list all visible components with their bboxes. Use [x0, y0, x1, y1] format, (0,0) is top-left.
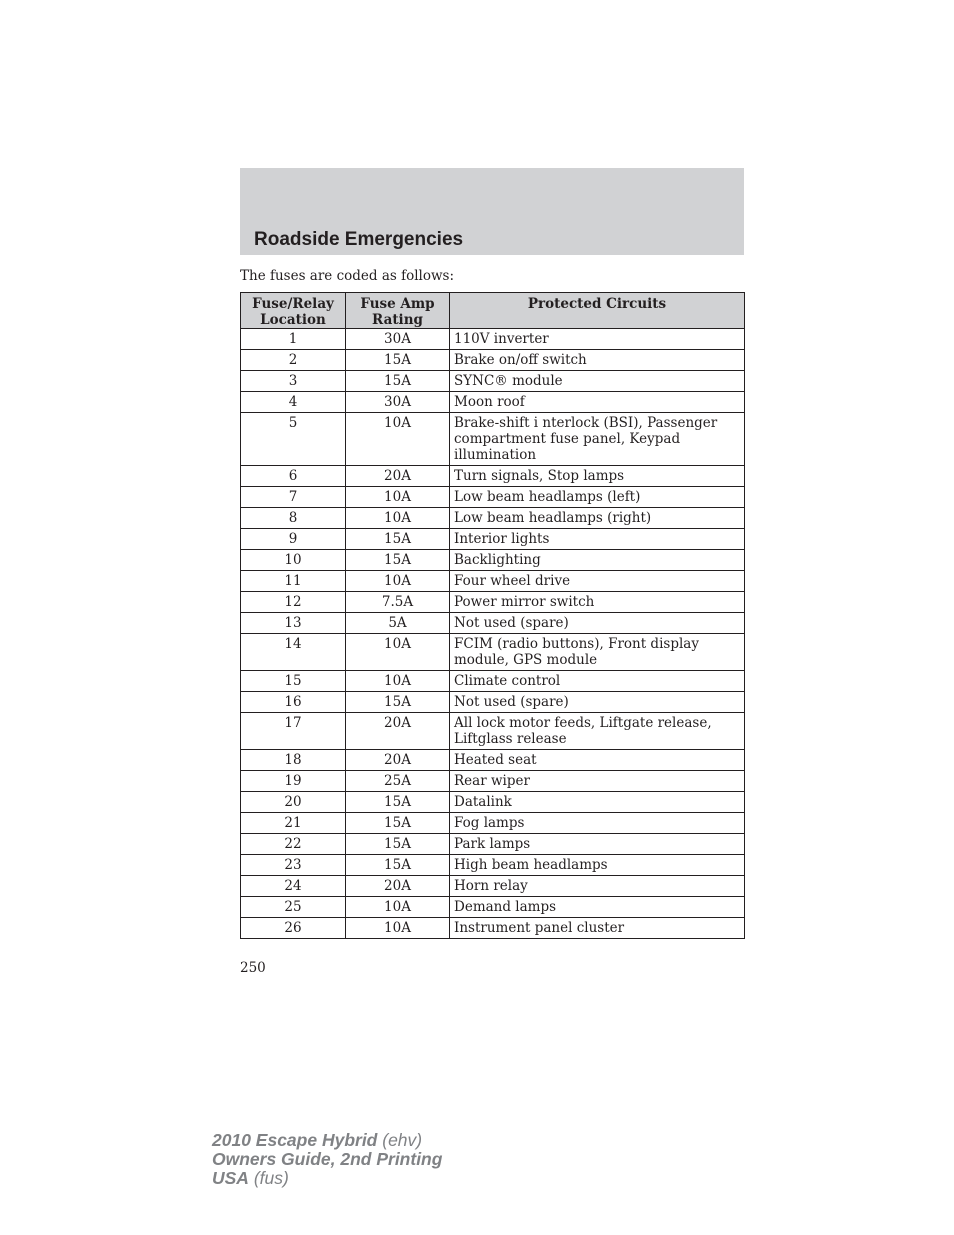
table-row [241, 918, 745, 939]
fuse-rating-cell: 25A [346, 771, 450, 792]
fuse-location-cell: 4 [241, 392, 346, 413]
fuse-location-cell: 2 [241, 350, 346, 371]
protected-circuit-cell: Backlighting [450, 550, 745, 571]
fuse-rating-cell: 10A [346, 897, 450, 918]
fuse-rating-cell: 20A [346, 750, 450, 771]
protected-circuit-cell: FCIM (radio buttons), Front display module, GPS module [450, 634, 745, 671]
protected-circuit-cell: Datalink [450, 792, 745, 813]
fuse-location-cell: 15 [241, 671, 346, 692]
section-title: Roadside Emergencies [254, 229, 464, 250]
fuse-table-body [241, 329, 745, 939]
protected-circuit-cell: SYNC® module [450, 371, 745, 392]
fuse-rating-cell: 7.5A [346, 592, 450, 613]
fuse-location-cell: 10 [241, 550, 346, 571]
fuse-rating-cell: 10A [346, 487, 450, 508]
footer-line-3: USA (fus) [212, 1168, 289, 1188]
table-row [241, 466, 745, 487]
protected-circuit-cell: Interior lights [450, 529, 745, 550]
fuse-rating-cell: 10A [346, 571, 450, 592]
protected-circuit-cell: Park lamps [450, 834, 745, 855]
fuse-rating-cell: 5A [346, 613, 450, 634]
fuse-rating-cell: 15A [346, 813, 450, 834]
fuse-rating-cell: 15A [346, 792, 450, 813]
fuse-location-cell: 13 [241, 613, 346, 634]
protected-circuit-cell: Fog lamps [450, 813, 745, 834]
protected-circuit-cell: Turn signals, Stop lamps [450, 466, 745, 487]
footer-line-2: Owners Guide, 2nd Printing [212, 1149, 443, 1169]
table-row [241, 350, 745, 371]
fuse-location-cell: 24 [241, 876, 346, 897]
fuse-rating-cell: 20A [346, 466, 450, 487]
protected-circuit-cell: Instrument panel cluster [450, 918, 745, 939]
table-row [241, 371, 745, 392]
table-row [241, 834, 745, 855]
footer-line-1: 2010 Escape Hybrid (ehv) [212, 1130, 423, 1150]
protected-circuit-cell: High beam headlamps [450, 855, 745, 876]
section-header-band [240, 168, 744, 255]
document-footer [212, 1131, 442, 1188]
table-row [241, 550, 745, 571]
fuse-location-cell: 21 [241, 813, 346, 834]
header-rating: Fuse Amp Rating [346, 293, 450, 329]
fuse-location-cell: 1 [241, 329, 346, 350]
table-row [241, 529, 745, 550]
fuse-rating-cell: 15A [346, 529, 450, 550]
protected-circuit-cell: Low beam headlamps (left) [450, 487, 745, 508]
fuse-location-cell: 3 [241, 371, 346, 392]
table-row [241, 571, 745, 592]
protected-circuit-cell: Heated seat [450, 750, 745, 771]
fuse-location-cell: 5 [241, 413, 346, 466]
fuse-rating-cell: 15A [346, 855, 450, 876]
table-row [241, 329, 745, 350]
table-row [241, 508, 745, 529]
fuse-location-cell: 20 [241, 792, 346, 813]
table-row [241, 897, 745, 918]
protected-circuit-cell: Brake on/off switch [450, 350, 745, 371]
fuse-rating-cell: 15A [346, 371, 450, 392]
fuse-location-cell: 26 [241, 918, 346, 939]
fuse-location-cell: 25 [241, 897, 346, 918]
intro-text: The fuses are coded as follows: [240, 268, 455, 284]
fuse-location-cell: 6 [241, 466, 346, 487]
table-row [241, 750, 745, 771]
fuse-rating-cell: 10A [346, 634, 450, 671]
fuse-rating-cell: 10A [346, 413, 450, 466]
table-row [241, 634, 745, 671]
fuse-rating-cell: 20A [346, 713, 450, 750]
table-row [241, 671, 745, 692]
fuse-table [240, 292, 745, 939]
protected-circuit-cell: Four wheel drive [450, 571, 745, 592]
protected-circuit-cell: 110V inverter [450, 329, 745, 350]
fuse-rating-cell: 15A [346, 550, 450, 571]
table-row [241, 771, 745, 792]
header-circuits: Protected Circuits [450, 293, 745, 329]
protected-circuit-cell: Horn relay [450, 876, 745, 897]
table-row [241, 613, 745, 634]
table-row [241, 392, 745, 413]
header-location: Fuse/Relay Location [241, 293, 346, 329]
table-row [241, 855, 745, 876]
protected-circuit-cell: Power mirror switch [450, 592, 745, 613]
protected-circuit-cell: Not used (spare) [450, 613, 745, 634]
protected-circuit-cell: Brake-shift i nterlock (BSI), Passenger compartment fuse panel, Keypad illumination [450, 413, 745, 466]
page-number: 250 [240, 960, 266, 976]
fuse-location-cell: 7 [241, 487, 346, 508]
table-row [241, 813, 745, 834]
fuse-location-cell: 22 [241, 834, 346, 855]
table-row [241, 487, 745, 508]
fuse-rating-cell: 10A [346, 918, 450, 939]
fuse-rating-cell: 15A [346, 350, 450, 371]
table-row [241, 792, 745, 813]
table-row [241, 413, 745, 466]
fuse-location-cell: 18 [241, 750, 346, 771]
protected-circuit-cell: Demand lamps [450, 897, 745, 918]
protected-circuit-cell: Low beam headlamps (right) [450, 508, 745, 529]
protected-circuit-cell: All lock motor feeds, Liftgate release, Liftglass release [450, 713, 745, 750]
fuse-location-cell: 19 [241, 771, 346, 792]
fuse-location-cell: 8 [241, 508, 346, 529]
fuse-location-cell: 16 [241, 692, 346, 713]
fuse-location-cell: 17 [241, 713, 346, 750]
table-row [241, 876, 745, 897]
fuse-location-cell: 9 [241, 529, 346, 550]
fuse-rating-cell: 15A [346, 692, 450, 713]
protected-circuit-cell: Not used (spare) [450, 692, 745, 713]
table-header-row [241, 293, 745, 329]
fuse-location-cell: 12 [241, 592, 346, 613]
fuse-rating-cell: 30A [346, 329, 450, 350]
table-row [241, 713, 745, 750]
protected-circuit-cell: Moon roof [450, 392, 745, 413]
table-row [241, 692, 745, 713]
fuse-rating-cell: 10A [346, 671, 450, 692]
fuse-location-cell: 23 [241, 855, 346, 876]
fuse-location-cell: 11 [241, 571, 346, 592]
fuse-rating-cell: 30A [346, 392, 450, 413]
protected-circuit-cell: Rear wiper [450, 771, 745, 792]
table-row [241, 592, 745, 613]
protected-circuit-cell: Climate control [450, 671, 745, 692]
fuse-rating-cell: 20A [346, 876, 450, 897]
fuse-rating-cell: 15A [346, 834, 450, 855]
fuse-location-cell: 14 [241, 634, 346, 671]
fuse-rating-cell: 10A [346, 508, 450, 529]
